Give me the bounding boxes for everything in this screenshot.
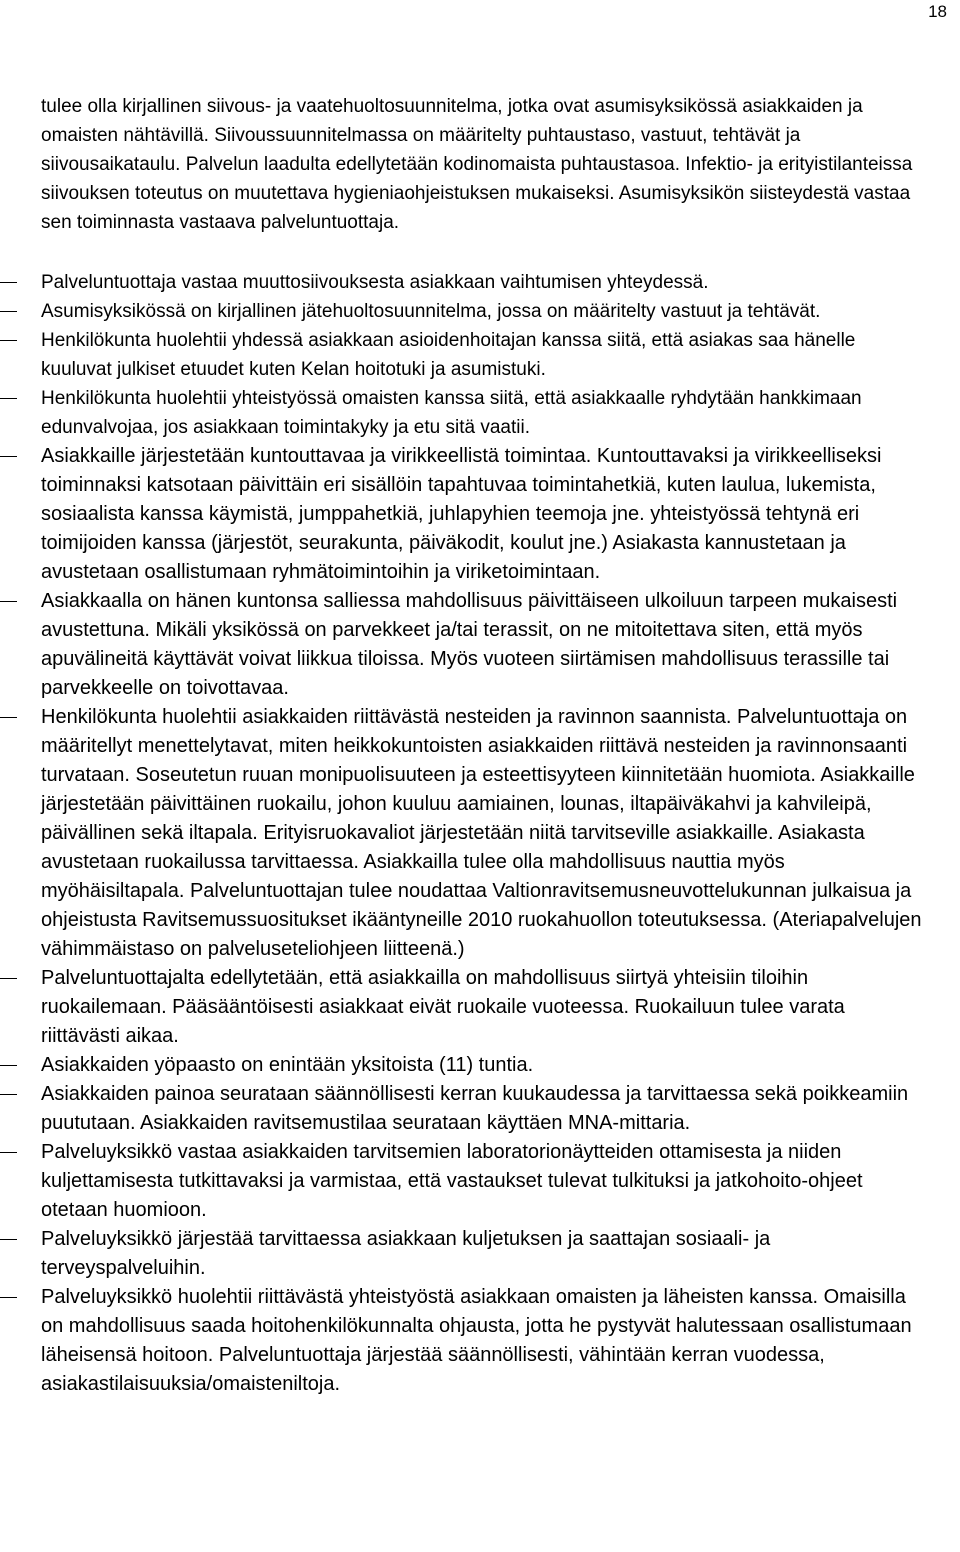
dash-icon — [0, 1094, 17, 1095]
list-item — [0, 297, 923, 326]
intro-paragraph: tulee olla kirjallinen siivous- ja vaatehuoltosuunnitelma, jotka ovat asumisyksikössä asiakkaiden ja omaisten nähtävillä. Siivoussuunnitelmassa on määritelty puhtaustaso, vastuut, tehtävät ja siivousaikataulu. Palvelun laadulta edellytetään kodinomaista puhtaustasoa. Infektio- ja erityistilanteissa siivouksen toteutus on muutettava hygieniaohjeistuksen mukaiseksi. Asumisyksikön siisteydestä vastaa sen toiminnasta vastaava palveluntuottaja. — [41, 96, 913, 233]
list-item — [0, 1051, 923, 1080]
bullet-list — [0, 268, 960, 1399]
list-item-text: Henkilökunta huolehtii asiakkaiden riittävästä nesteiden ja ravinnon saannista. Palveluntuottaja on määritellyt menettelytavat, miten heikkokuntoisten asiakkaiden riittävä nesteiden ja ravinnonsaanti turvataan. Soseutetun ruuan monipuolisuuteen ja esteettisyyteen kiinnitetään huomiota. Asiakkaille järjestetään päivittäinen ruokailu, johon kuuluu aamiainen, lounas, iltapäiväkahvi ja kahvileipä, päivällinen sekä iltapala. Erityisruokavaliot järjestetään niitä tarvitseville asiakkaille. Asiakasta avustetaan ruokailussa tarvittaessa. Asiakkailla tulee olla mahdollisuus nauttia myös myöhäisiltapala. Palveluntuottajan tulee noudattaa Valtionravitsemusneuvottelukunnan julkaisua ja ohjeistusta Ravitsemussuositukset ikääntyneille 2010 ruokahuollon toteutuksessa. (Ateriapalvelujen vähimmäistaso on palveluseteliohjeen liitteenä.) — [41, 706, 922, 960]
page-number: 18 — [928, 2, 947, 21]
list-item — [0, 1138, 923, 1225]
dash-icon — [0, 978, 17, 979]
list-item — [0, 1225, 923, 1283]
dash-icon — [0, 456, 17, 457]
list-item — [0, 442, 923, 587]
dash-icon — [0, 1239, 17, 1240]
list-item-text: Henkilökunta huolehtii yhdessä asiakkaan asioidenhoitajan kanssa siitä, että asiakas saa hänelle kuuluvat julkiset etuudet kuten Kelan hoitotuki ja asumistuki. — [41, 330, 856, 380]
dash-icon — [0, 717, 17, 718]
list-item-text: Palveluyksikkö huolehtii riittävästä yhteistyöstä asiakkaan omaisten ja läheisten kanssa. Omaisilla on mahdollisuus saada hoitohenkilökunnalta ohjausta, jotta he pystyvät halutessaan osallistumaan läheisensä hoitoon. Palveluntuottaja järjestää säännöllisesti, vähintään kerran vuodessa, asiakastilaisuuksia/omaisteniltoja. — [41, 1286, 912, 1395]
list-item-text: Asiakkaille järjestetään kuntouttavaa ja virikkeellistä toimintaa. Kuntouttavaksi ja virikkeelliseksi toiminnaksi katsotaan päivittäin eri sisällöin tapahtuvaa toimintahetkiä, kuten laulua, lukemista, sosiaalista kanssa käymistä, jumppahetkiä, juhlapyhien teemoja jne. yhteistyössä tehtynä eri toimijoiden kanssa (järjestöt, seurakunta, päiväkodit, koulut jne.) Asiakasta kannustetaan ja avustetaan osallistumaan ryhmätoimintoihin ja viriketoimintaan. — [41, 445, 882, 583]
list-item — [0, 384, 923, 442]
list-item — [0, 326, 923, 384]
list-item-text: Palveluntuottajalta edellytetään, että asiakkailla on mahdollisuus siirtyä yhteisiin tiloihin ruokailemaan. Pääsääntöisesti asiakkaat eivät ruokaile vuoteessa. Ruokailuun tulee varata riittävästi aikaa. — [41, 967, 845, 1047]
list-item-text: Palveluyksikkö järjestää tarvittaessa asiakkaan kuljetuksen ja saattajan sosiaali- ja terveyspalveluihin. — [41, 1228, 771, 1279]
dash-icon — [0, 1297, 17, 1298]
list-item-text: Palveluntuottaja vastaa muuttosiivouksesta asiakkaan vaihtumisen yhteydessä. — [41, 272, 709, 293]
list-item-text: Asiakkaiden yöpaasto on enintään yksitoista (11) tuntia. — [41, 1054, 534, 1076]
list-item-text: Henkilökunta huolehtii yhteistyössä omaisten kanssa siitä, että asiakkaalle ryhdytään hankkimaan edunvalvojaa, jos asiakkaan toimintakyky ja etu sitä vaatii. — [41, 388, 862, 438]
list-item — [0, 703, 923, 964]
dash-icon — [0, 282, 17, 283]
list-item — [0, 964, 923, 1051]
list-item — [0, 1283, 923, 1399]
dash-icon — [0, 340, 17, 341]
dash-icon — [0, 1065, 17, 1066]
dash-icon — [0, 1152, 17, 1153]
list-item — [0, 1080, 923, 1138]
dash-icon — [0, 601, 17, 602]
list-item — [0, 268, 923, 297]
dash-icon — [0, 311, 17, 312]
list-item-text: Asiakkaiden painoa seurataan säännöllisesti kerran kuukaudessa ja tarvittaessa sekä poikkeamiin puututaan. Asiakkaiden ravitsemustilaa seurataan käyttäen MNA-mittaria. — [41, 1083, 909, 1134]
list-item — [0, 587, 923, 703]
list-item-text: Asumisyksikössä on kirjallinen jätehuoltosuunnitelma, jossa on määritelty vastuut ja tehtävät. — [41, 301, 821, 322]
list-item-text: Asiakkaalla on hänen kuntonsa salliessa mahdollisuus päivittäiseen ulkoiluun tarpeen mukaisesti avustettuna. Mikäli yksikössä on parvekkeet ja/tai terassit, on ne mitoitettava siten, että myös apuvälineitä käyttävät voivat liikkua tiloissa. Myös vuoteen siirtämisen mahdollisuus terassille tai parvekkeelle on toivottavaa. — [41, 590, 898, 699]
dash-icon — [0, 398, 17, 399]
list-item-text: Palveluyksikkö vastaa asiakkaiden tarvitsemien laboratorionäytteiden ottamisesta ja niiden kuljettamisesta tutkittavaksi ja varmistaa, että vastaukset tulevat tulkituksi ja jatkohoito-ohjeet otetaan huomioon. — [41, 1141, 863, 1221]
